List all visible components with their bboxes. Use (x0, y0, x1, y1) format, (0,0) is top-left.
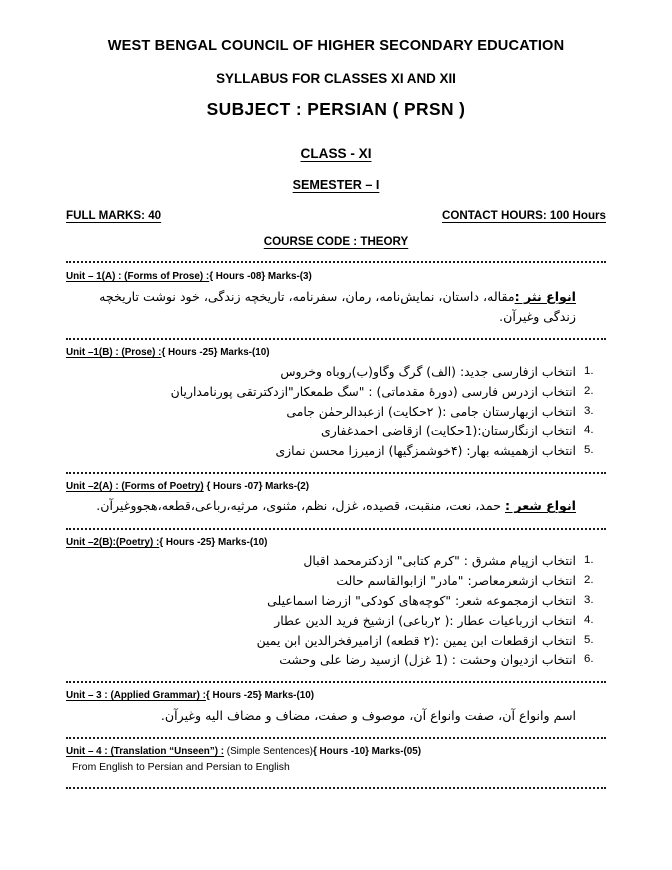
contact-hours: CONTACT HOURS: 100 Hours (441, 209, 606, 223)
semester-label: SEMESTER – I (292, 178, 380, 193)
section-divider (66, 472, 606, 475)
unit-4-heading-sentences: (Simple Sentences) (224, 745, 313, 757)
list-item: انتخاب ازفارسی جدید: (الف) گرگ وگاو(ب)روباه وخروس (280, 363, 576, 379)
unit-2a-text: حمد، نعت، منقبت، قصیده، غزل، نظم، مثنوی، مرثیه،رباعی،قطعه،هجووغیرآن. (96, 498, 501, 514)
unit-1a-body (66, 285, 606, 328)
list-item: انتخاب ازرباعیات عطار :( ۲رباعی) ازشیخ فرید الدین عطار (274, 612, 576, 628)
unit-3-body: اسم وانواع آن، صفت وانواع آن، موصوف و صفت، مضاف و مضاف الیه وغیرآن. (160, 707, 576, 723)
unit-1a-label: انواع نثر : (514, 288, 576, 304)
syllabus-subtitle: SYLLABUS FOR CLASSES XI AND XII (216, 70, 456, 86)
unit-1b-list (66, 362, 606, 461)
subject-title: SUBJECT : PERSIAN ( PRSN ) (206, 98, 466, 119)
unit-4-subtext: From English to Persian and Persian to English (72, 762, 290, 774)
council-title: WEST BENGAL COUNCIL OF HIGHER SECONDARY EDUCATION (107, 38, 565, 54)
section-divider (66, 338, 606, 341)
unit-2a-heading-meta: { Hours -07} Marks-(2) (203, 481, 310, 493)
list-item: انتخاب ازبهارستان جامی :( ۲حکایت) ازعبدالرحمٰن جامی (286, 403, 576, 419)
unit-2a-heading (66, 478, 606, 494)
unit-2b-heading-title: Unit –2(B):(Poetry) : (66, 536, 160, 548)
unit-3-heading (66, 687, 606, 703)
unit-2b-heading (66, 534, 606, 550)
list-item: انتخاب ازنگارستان:(1حکایت) ازقاضی احمدغفاری (321, 423, 576, 439)
unit-2a-label: انواع شعر : (505, 498, 576, 514)
section-divider (66, 737, 606, 740)
unit-1a-heading (66, 268, 606, 284)
list-item: انتخاب ازهمیشه بهار: (۴خوشمزگیها) ازمیرزا محسن نمازی (275, 443, 576, 459)
unit-1a-text: مقاله، داستان، نمایش‌نامه، رمان، سفرنامه، تاریخچه زندگی، خود نوشت تاریخچه زندگی وغیرآن. (99, 288, 576, 325)
section-divider (66, 261, 606, 264)
document-header (66, 0, 606, 192)
unit-1b-heading (66, 344, 606, 360)
unit-1a-heading-title: Unit – 1(A) : (Forms of Prose) : (66, 271, 210, 283)
course-code-row (66, 222, 606, 248)
list-item: انتخاب ازقطعات ابن یمین :(۲ قطعه) ازامیرفخرالدین ابن یمین (256, 632, 576, 648)
list-item: انتخاب ازدیوان وحشت : (1 غزل) ازسید رضا علی وحشت (279, 652, 576, 668)
section-divider (66, 787, 606, 790)
unit-4-heading-title: Unit – 4 : (Translation “Unseen”) : (66, 745, 225, 757)
unit-4-heading-meta: { Hours -10} Marks-(05) (312, 745, 422, 757)
section-divider (66, 528, 606, 531)
unit-2b-heading-meta: { Hours -25} Marks-(10) (159, 536, 268, 548)
unit-2a-heading-title: Unit –2(A) : (Forms of Poetry) (66, 481, 204, 493)
list-item: انتخاب ازشعرمعاصر: "مادر" ازابوالقاسم حالت (336, 573, 576, 588)
unit-2b-list (66, 551, 606, 670)
unit-1a-heading-meta: { Hours -08} Marks-(3) (209, 271, 312, 283)
full-marks: FULL MARKS: 40 (66, 209, 162, 223)
unit-1b-heading-title: Unit –1(B) : (Prose) : (66, 347, 162, 359)
list-item: انتخاب ازمجموعه شعر: "کوچه‌های کودکی" ازرضا اسماعیلی (267, 592, 576, 608)
section-divider (66, 681, 606, 684)
unit-1b-heading-meta: { Hours -25} Marks-(10) (161, 347, 270, 359)
unit-3-heading-title: Unit – 3 : (Applied Grammar) : (66, 690, 206, 702)
marks-row (66, 192, 606, 222)
unit-4-heading (66, 743, 606, 759)
unit-3-heading-meta: { Hours -25} Marks-(10) (205, 690, 315, 702)
unit-2a-body (66, 494, 606, 516)
class-label: CLASS - XI (300, 146, 372, 162)
list-item: انتخاب ازدرس فارسی (دورهٔ مقدماتی) : "سگ طمعکار"ازدکترتقی پورنامداریان (170, 383, 576, 399)
list-item: انتخاب ازپیام مشرق : "کرم کتابی" ازدکترمحمد اقبال (303, 553, 576, 569)
course-code-label: COURSE CODE : THEORY (263, 235, 409, 249)
